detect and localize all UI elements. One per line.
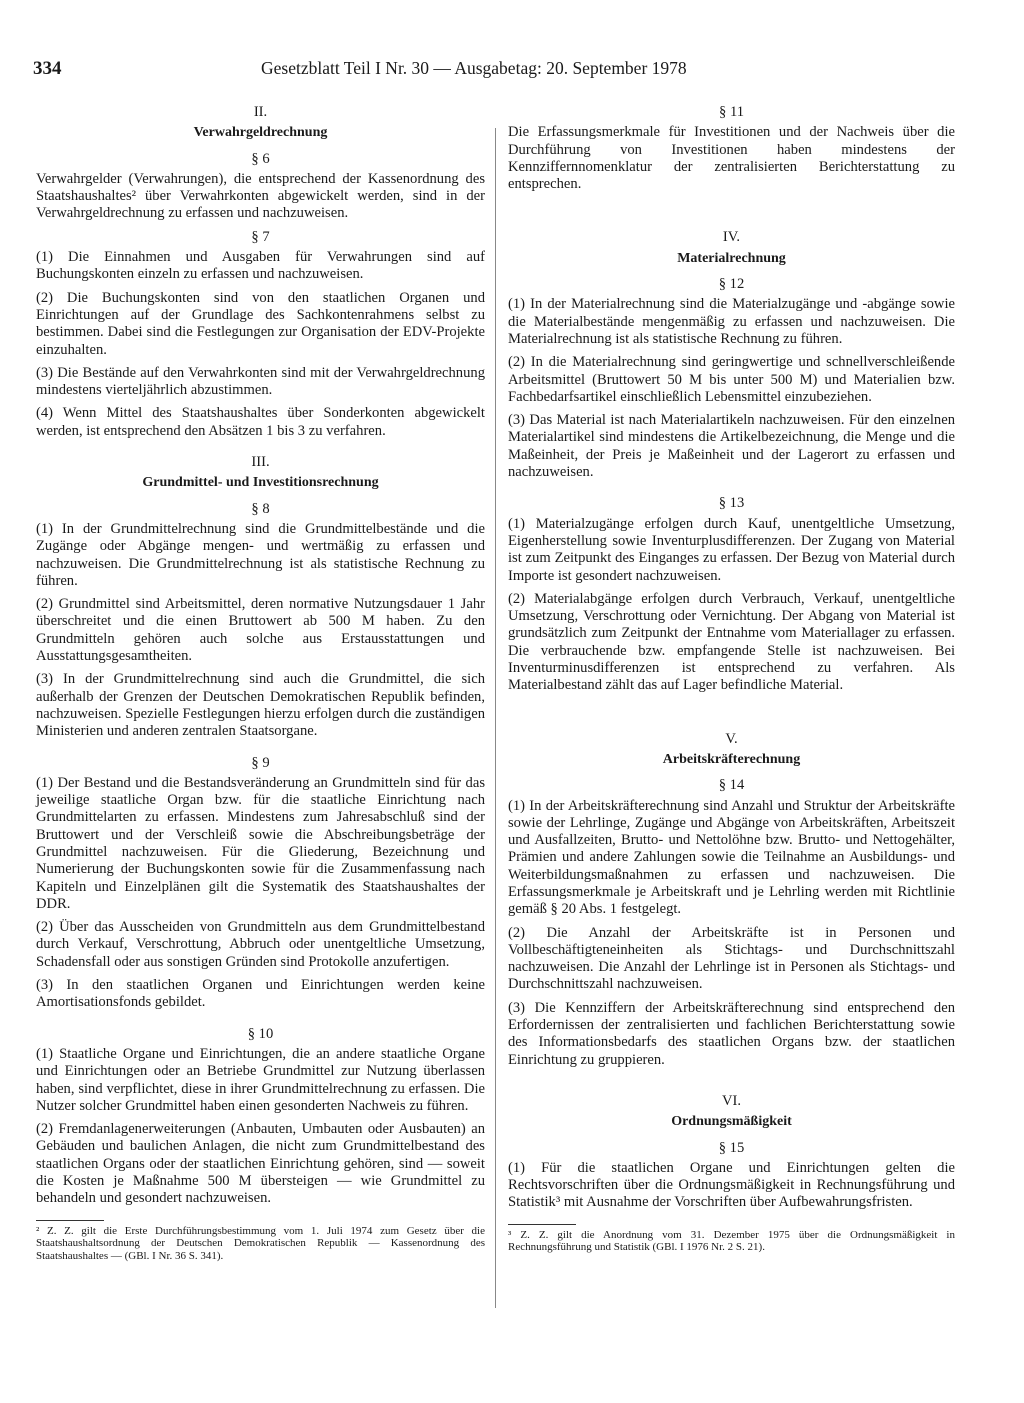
paragraph-number: § 14 <box>718 777 745 794</box>
paragraph-text: (1) Für die staatlichen Organe und Einrichtungen gelten die Rechtsvorschriften über die Ordnungsmäßigkeit in Rechnungsführung und Statistik³ mit Ausnahme der Vorschriften über Aufbewahrungsfristen. <box>508 1159 955 1211</box>
part-number: V. <box>725 730 738 747</box>
paragraph-text: (2) Fremdanlagenerweiterungen (Anbauten, Umbauten oder Ausbauten) an Gebäuden und baulichen Anlagen, die nicht zum Grundmittelbestand des staatlichen Organs oder der staatlichen Einrichtung gehören, sind — soweit die Kosten je Maßnahme 500 M übersteigen — wie Grundmittel zu behandeln und gesondert nachzuweisen. <box>36 1121 485 1207</box>
paragraph-text: (1) In der Grundmittelrechnung sind die Grundmittelbestände und die Zugänge oder Abgänge mengen- und wertmäßig zu erfassen und nachzuweisen. Die Grundmittelrechnung ist als statistische Rechnung zu führen. <box>36 520 485 589</box>
part-title: Arbeitskräfterechnung <box>662 751 801 767</box>
paragraph-text: Die Erfassungsmerkmale für Investitionen und der Nachweis über die Durchführung von Investitionen haben mindestens der Kennziffernnomenklatur der zentralisierten Berichterstattung zu entsprechen. <box>508 124 955 193</box>
paragraph-text: (2) Über das Ausscheiden von Grundmitteln aus dem Grundmittelbestand durch Verkauf, Verschrottung, Abbruch oder unentgeltliche Umsetzung, Schadensfall oder aus sonstigen Gründen sind Protokolle anzufertigen. <box>36 919 485 970</box>
part-title: Grundmittel- und Investitionsrechnung <box>142 475 379 491</box>
part-number: IV. <box>722 229 741 246</box>
part-title: Ordnungsmäßigkeit <box>671 1114 792 1130</box>
footnote: ² Z. Z. gilt die Erste Durchführungsbestimmung vom 1. Juli 1974 zum Gesetz über die Staatshaushaltsordnung der Deutschen Demokratischen Republik — Kassenordnung des Staatshaushaltes — (GBl. I Nr. 36 S. 341). <box>36 1224 485 1262</box>
paragraph-text: (4) Wenn Mittel des Staatshaushaltes über Sonderkonten abgewickelt werden, ist entsprechend den Absätzen 1 bis 3 zu verfahren. <box>36 405 485 439</box>
column-divider <box>495 128 496 1308</box>
part-number: III. <box>251 454 270 471</box>
paragraph-text: (1) Materialzugänge erfolgen durch Kauf, unentgeltliche Umsetzung, Eigenherstellung sowie Inventurplusdifferenzen. Der Zugang von Material ist zum Zeitpunkt des Einganges zu erfassen. Der Bezug von Material durch Importe ist gesondert nachzuweisen. <box>508 515 955 584</box>
paragraph-text: (3) Die Kennziffern der Arbeitskräfterechnung sind entsprechend den Erfordernissen der zentralisierten und fachlichen Berichterstattung sowie des Informationsbedarfs des staatlichen Organs bzw. der staatlichen Einrichtung zu gruppieren. <box>508 999 955 1068</box>
part-number: VI. <box>721 1092 742 1109</box>
paragraph-text: (1) Die Einnahmen und Ausgaben für Verwahrungen sind auf Buchungskonten einzeln zu erfassen und nachzuweisen. <box>36 249 485 283</box>
paragraph-text: (3) In der Grundmittelrechnung sind auch die Grundmittel, die sich außerhalb der Grenzen der Deutschen Demokratischen Republik befinden, nachzuweisen. Spezielle Festlegungen hierzu erfolgen durch die zuständigen Ministerien und anderen zentralen Staatsorgane. <box>36 671 485 740</box>
paragraph-text: (2) Grundmittel sind Arbeitsmittel, deren normative Nutzungsdauer 1 Jahr überschreitet und die einen Bruttowert ab 500 M haben. Zu den Grundmitteln gehören auch solche aus Erstausstattungen und Ausstattungsgesamtheiten. <box>36 596 485 665</box>
paragraph-number: § 15 <box>718 1139 745 1156</box>
paragraph-number: § 12 <box>718 276 745 293</box>
paragraph-text: (3) In den staatlichen Organen und Einrichtungen werden keine Amortisationsfonds gebildet. <box>36 977 485 1011</box>
page-number: 334 <box>33 58 62 79</box>
paragraph-text: (1) In der Materialrechnung sind die Materialzugänge und -abgänge sowie die Materialbestände mengenmäßig zu erfassen und nachzuweisen. Die Materialrechnung ist als statistische Rechnung zu führen. <box>508 296 955 347</box>
running-title: Gesetzblatt Teil I Nr. 30 — Ausgabetag: 20. September 1978 <box>261 58 687 78</box>
paragraph-text: (1) In der Arbeitskräfterechnung sind Anzahl und Struktur der Arbeitskräfte sowie der Lehrlinge, Zugänge und Abgänge von Arbeitskräften, Arbeitszeit und Ausfallzeiten, Brutto- und Nettolöhne bzw. Brutto- und Nettogehälter, Prämien und andere Zahlungen sowie die Teilnahme an Ausbildungs- und Weiterbildungsmaßnahmen zu erfassen und nachzuweisen. Die Erfassungsmerkmale je Arbeitskraft und je Lehrling werden mit Richtlinie gemäß § 20 Abs. 1 festgelegt. <box>508 797 955 918</box>
paragraph-number: § 9 <box>251 754 270 771</box>
paragraph-number: § 11 <box>719 104 744 120</box>
part-title: Verwahrgeldrechnung <box>193 125 328 141</box>
paragraph-text: (2) Materialabgänge erfolgen durch Verbrauch, Verkauf, unentgeltliche Umsetzung, Verschrottung oder Vernichtung. Der Abgang von Material ist grundsätzlich zum Zeitpunkt der Entnahme vom Materiallager zu erfassen. Die verbrauchende bzw. empfangende Stelle ist nachzuweisen. Bei Inventurminusdifferenzen ist entsprechend zu verfahren. Als Materialbestand zählt das auf Lager befindliche Material. <box>508 590 955 694</box>
footnote: ³ Z. Z. gilt die Anordnung vom 31. Dezember 1975 über die Ordnungsmäßigkeit in Rechnungsführung und Statistik (GBl. I 1976 Nr. 2 S. 21). <box>508 1228 955 1254</box>
part-number: II. <box>253 104 268 120</box>
paragraph-text: (2) In die Materialrechnung sind geringwertige und schnellverschleißende Arbeitsmittel (Bruttowert 50 M bis unter 500 M) und Materialien bzw. Fachbedarfsartikel einschließlich Lebensmittel einzubeziehen. <box>508 354 955 405</box>
paragraph-number: § 7 <box>251 228 270 245</box>
paragraph-text: (3) Die Bestände auf den Verwahrkonten sind mit der Verwahrgeldrechnung mindestens vierteljährlich abzustimmen. <box>36 364 485 399</box>
paragraph-number: § 13 <box>718 495 745 512</box>
paragraph-text: (1) Der Bestand und die Bestandsveränderung an Grundmitteln sind für das jeweilige staatliche Organ bzw. für die staatliche Einrichtung nach Grundmittelarten zu erfassen. Mindestens zum Jahresabschluß sind der Bruttowert und der Verschleiß sowie die Abschreibungsbeträge der Grundmittel nachzuweisen. Für die Gliederung, Bezeichnung und Numerierung der Buchungskonten sowie für die Zusammenfassung nach Kapiteln und Einzelplänen gilt die Systematik des Staatshaushaltes der DDR. <box>36 774 485 912</box>
part-title: Materialrechnung <box>677 250 786 266</box>
paragraph-text: (2) Die Buchungskonten sind von den staatlichen Organen und Einrichtungen auf der Grundlage des Sachkontenrahmens selbst zu bestimmen. Dabei sind die Festlegungen zur Organisation der EDV-Projekte einzuhalten. <box>36 289 485 358</box>
right-column <box>508 104 955 1254</box>
paragraph-text: (2) Die Anzahl der Arbeitskräfte ist in Personen und Vollbeschäftigteneinheiten als Stichtags- und Durchschnittszahl nachzuweisen. Die Anzahl der Lehrlinge ist in Personen als Stichtags- und Durchschnittszahl nachzuweisen. <box>508 924 955 993</box>
footnote-rule <box>508 1224 576 1225</box>
paragraph-text: (1) Staatliche Organe und Einrichtungen, die an andere staatliche Organe und Einrichtungen oder an Betriebe Grundmittel zur Nutzung überlassen haben, sind verpflichtet, diese in ihrer Grundmittelrechnung zu erfassen. Die Nutzer solcher Grundmittel haben einen gesonderten Nachweis zu führen. <box>36 1045 485 1114</box>
footnote-rule <box>36 1220 104 1221</box>
paragraph-text: (3) Das Material ist nach Materialartikeln nachzuweisen. Für den einzelnen Materialartikel sind mindestens die Artikelbezeichnung, die Menge und die Maßeinheit, der Preis je Maßeinheit und der Lagerort zu erfassen und nachzuweisen. <box>508 412 955 481</box>
paragraph-number: § 8 <box>251 500 270 517</box>
left-column <box>36 104 485 1262</box>
paragraph-text: Verwahrgelder (Verwahrungen), die entsprechend der Kassenordnung des Staatshaushaltes² über Verwahrkonten abgewickelt werden, sind in der Verwahrgeldrechnung zu erfassen und nachzuweisen. <box>36 170 485 222</box>
page-header <box>33 58 723 84</box>
paragraph-number: § 6 <box>251 150 270 167</box>
paragraph-number: § 10 <box>247 1025 274 1042</box>
